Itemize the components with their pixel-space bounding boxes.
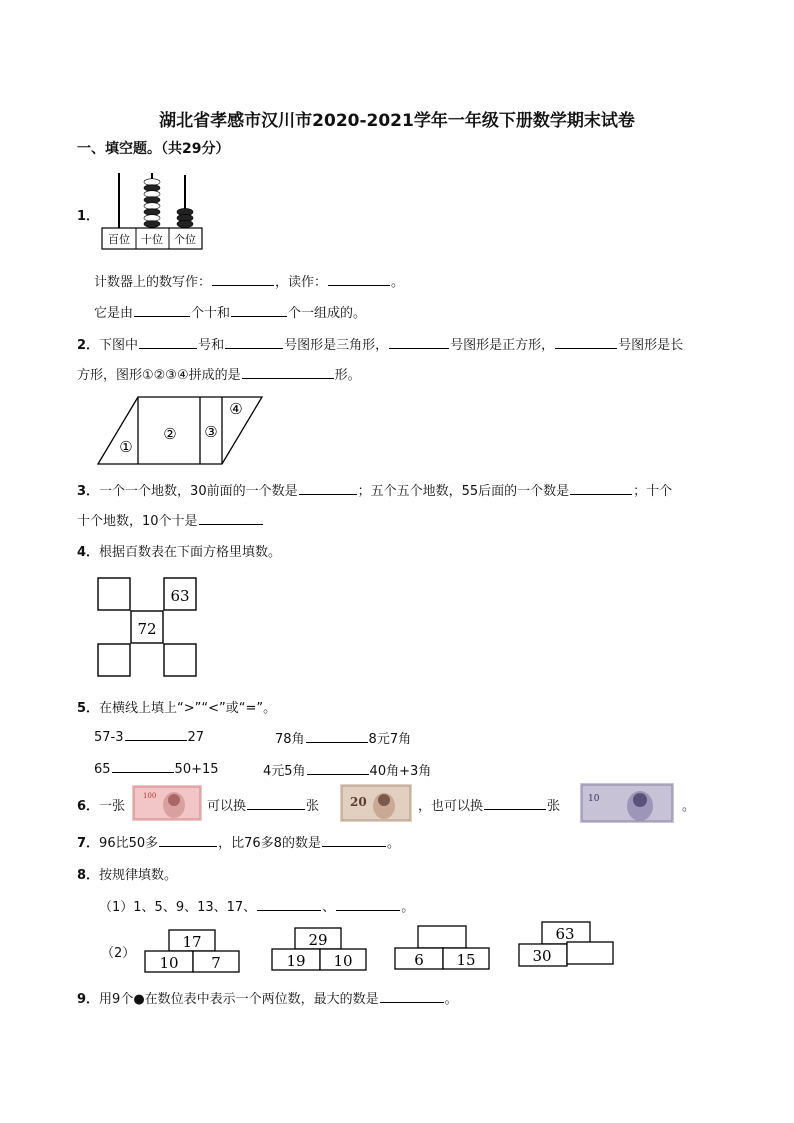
svg-text:10: 10	[588, 794, 600, 804]
q1-line1: 计数器上的数写作： ，读作： 。	[94, 275, 405, 290]
number-pyramid-2	[270, 926, 370, 972]
answer-blank[interactable]	[231, 304, 287, 317]
number-pyramid-1	[143, 928, 243, 974]
answer-blank[interactable]	[322, 834, 386, 847]
answer-blank[interactable]	[328, 273, 390, 286]
q6-text-b: 可以换 张	[207, 799, 320, 814]
q8-line: 8．按规律填数。	[77, 868, 178, 883]
grid-cell[interactable]	[164, 644, 196, 676]
svg-text:63: 63	[555, 925, 575, 943]
q5-item-4: 4元5角 40角+3角	[263, 764, 432, 779]
answer-blank[interactable]	[257, 898, 321, 911]
banknote-100-image	[132, 785, 202, 821]
answer-blank[interactable]	[306, 730, 368, 743]
q6-num: 6．一张	[77, 799, 126, 814]
grid-cell[interactable]	[98, 578, 130, 610]
answer-blank[interactable]	[307, 762, 369, 775]
q5-item-3: 65 50+15	[94, 762, 219, 777]
q6-text-d: ，也可以换 张	[418, 799, 561, 814]
shape-figure	[96, 394, 266, 468]
banknote-10-image	[580, 783, 674, 823]
svg-text:17: 17	[182, 933, 202, 951]
answer-blank[interactable]	[125, 728, 187, 741]
abacus-label-ones: 个位	[174, 233, 196, 246]
answer-blank[interactable]	[159, 834, 217, 847]
answer-blank[interactable]	[242, 366, 334, 379]
pyramid-blank-cell[interactable]	[567, 942, 613, 964]
grid-cell[interactable]	[98, 644, 130, 676]
q2-line1: 2．下图中 号和 号图形是三角形， 号图形是正方形， 号图形是长	[77, 338, 684, 353]
answer-blank[interactable]	[570, 482, 632, 495]
q8-sub2: （2）	[101, 946, 136, 961]
answer-blank[interactable]	[389, 336, 449, 349]
svg-text:6: 6	[414, 951, 424, 969]
shape-label-3: ③	[204, 423, 218, 441]
shape-label-2: ②	[163, 425, 177, 443]
q9-line: 9．用9个●在数位表中表示一个两位数，最大的数是 。	[77, 992, 458, 1007]
svg-text:10: 10	[159, 954, 179, 972]
answer-blank[interactable]	[555, 336, 617, 349]
q5-item-1: 57-3 27	[94, 730, 205, 745]
banknote-20-image	[340, 784, 412, 822]
q1-line2: 它是由 个十和 个一组成的。	[94, 306, 367, 321]
q2-line2: 方形，图形①②③④拼成的是 形。	[77, 368, 361, 383]
number-pyramid-3	[393, 924, 493, 972]
q5-item-2: 78角 8元7角	[275, 732, 412, 747]
svg-text:100: 100	[143, 792, 157, 800]
grid-value-72: 72	[137, 620, 157, 638]
abacus-label-tens: 十位	[141, 233, 163, 246]
shape-label-4: ④	[229, 400, 243, 418]
hundred-chart-grid	[96, 576, 200, 680]
svg-text:19: 19	[286, 952, 306, 970]
abacus-figure	[100, 170, 205, 252]
abacus-label-hundreds: 百位	[108, 233, 130, 246]
svg-text:30: 30	[532, 947, 552, 965]
q8-sub1: （1）1、5、9、13、17、 、 。	[99, 900, 415, 915]
shape-label-1: ①	[119, 438, 133, 456]
q3-line1: 3．一个一个地数，30前面的一个数是 ；五个五个地数，55后面的一个数是 ；十个	[77, 484, 673, 499]
page-title: 湖北省孝感市汉川市2020-2021学年一年级下册数学期末试卷	[159, 111, 635, 131]
q7-line: 7．96比50多 ，比76多8的数是 。	[77, 836, 400, 851]
svg-text:15: 15	[456, 951, 476, 969]
answer-blank[interactable]	[134, 304, 190, 317]
answer-blank[interactable]	[484, 797, 546, 810]
answer-blank[interactable]	[247, 797, 305, 810]
answer-blank[interactable]	[225, 336, 283, 349]
answer-blank[interactable]	[336, 898, 400, 911]
svg-text:20: 20	[350, 795, 367, 809]
q1-number: 1．	[77, 209, 100, 224]
answer-blank[interactable]	[199, 512, 263, 525]
answer-blank[interactable]	[139, 336, 197, 349]
answer-blank[interactable]	[112, 760, 174, 773]
svg-text:7: 7	[211, 954, 221, 972]
svg-text:10: 10	[333, 952, 353, 970]
svg-text:29: 29	[308, 931, 328, 949]
q3-line2: 十个地数，10个十是	[77, 510, 264, 529]
answer-blank[interactable]	[380, 990, 444, 1003]
q4-line: 4．根据百数表在下面方格里填数。	[77, 545, 282, 560]
answer-blank[interactable]	[212, 273, 274, 286]
section-heading: 一、填空题。（共29分）	[77, 141, 230, 157]
q5-line: 5．在横线上填上“>”“<”或“=”。	[77, 701, 277, 716]
answer-blank[interactable]	[299, 482, 357, 495]
number-pyramid-4	[517, 920, 617, 970]
q6-end: 。	[682, 799, 696, 814]
grid-value-63: 63	[170, 587, 190, 605]
pyramid-blank-cell[interactable]	[418, 926, 466, 948]
